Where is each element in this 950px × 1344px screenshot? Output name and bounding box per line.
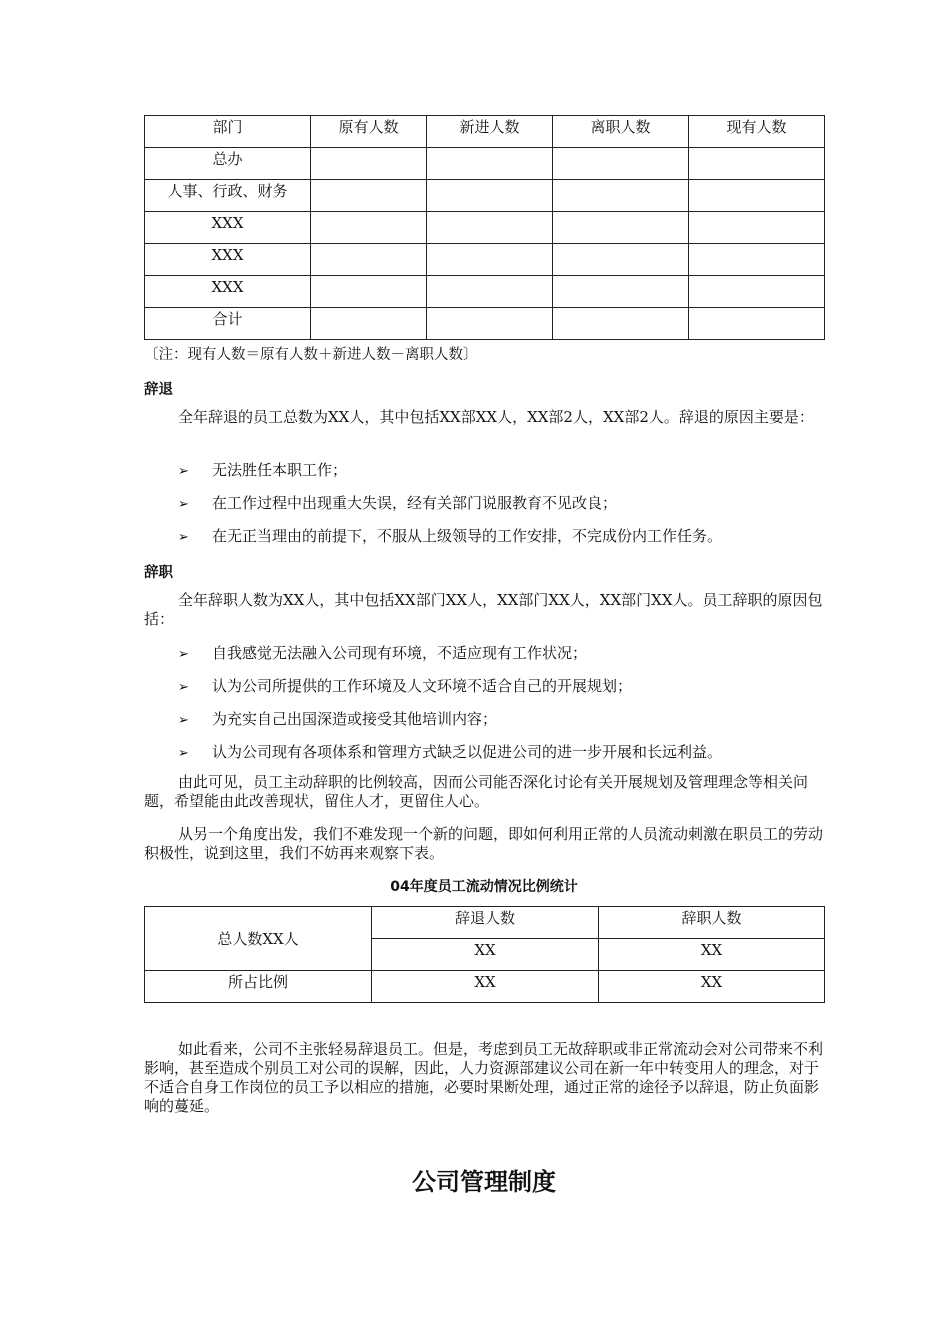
resignation-paragraph: 全年辞职人数为XX人，其中包括XX部门XX人，XX部门XX人，XX部门XX人。员工辞职的原因包括：: [144, 591, 823, 628]
empty-cell: [689, 308, 825, 340]
table-header-row: [145, 116, 825, 148]
list-item-text: 为充实自己出国深造或接受其他培训内容；: [212, 710, 498, 728]
empty-cell: [427, 308, 553, 340]
dept-cell: 合计: [145, 308, 311, 340]
list-item-text: 自我感觉无法融入公司现有环境，不适应现有工作状况；: [212, 644, 588, 662]
empty-cell: [553, 308, 689, 340]
dept-cell: XXX: [145, 212, 311, 244]
list-item-text: 在工作过程中出现重大失误，经有关部门说服教育不见改良；: [212, 494, 618, 512]
table-note: 〔注：现有人数＝原有人数＋新进人数－离职人数〕: [144, 347, 478, 363]
list-item: [178, 460, 347, 482]
table-row: [145, 148, 825, 180]
empty-cell: [311, 148, 427, 180]
empty-cell: [689, 212, 825, 244]
list-item-text: 在无正当理由的前提下，不服从上级领导的工作安排，不完成份内工作任务。: [212, 527, 723, 545]
header-cell: 新进人数: [427, 116, 553, 148]
arrowhead-bullet-icon: ➢: [178, 680, 189, 695]
empty-cell: [553, 276, 689, 308]
table-row: [145, 180, 825, 212]
list-item: [178, 742, 722, 764]
total-cell: 总人数XX人: [145, 907, 372, 971]
list-item: [178, 709, 497, 731]
dept-cell: XXX: [145, 244, 311, 276]
arrowhead-bullet-icon: ➢: [178, 497, 189, 512]
header-cell: 现有人数: [689, 116, 825, 148]
table-row: [145, 308, 825, 340]
empty-cell: [311, 180, 427, 212]
list-item-text: 认为公司所提供的工作环境及人文环境不适合自己的开展规划；: [212, 677, 633, 695]
arrowhead-bullet-icon: ➢: [178, 464, 189, 479]
empty-cell: [427, 212, 553, 244]
empty-cell: [689, 180, 825, 212]
dept-cell: 人事、行政、财务: [145, 180, 311, 212]
table-caption: 04年度员工流动情况比例统计: [390, 879, 578, 895]
list-item: [178, 493, 617, 515]
turnover-ratio-table: [144, 906, 825, 1003]
recommendation-paragraph: 如此看来，公司不主张轻易辞退员工。但是，考虑到员工无故辞职或非正常流动会对公司带来不利影响，甚至造成个别员工对公司的误解，因此，人力资源部建议公司在新一年中转变用人的理念，对于不适合自身工作岗位的员工予以相应的措施，必要时果断处理，通过正常的途径予以辞退，防止负面影响的蔓延。: [144, 1040, 824, 1115]
value-cell: XX: [372, 971, 599, 1003]
dept-cell: 总办: [145, 148, 311, 180]
resignation-heading: 辞职: [144, 565, 173, 581]
arrowhead-bullet-icon: ➢: [178, 713, 189, 728]
list-item: [178, 643, 587, 665]
empty-cell: [689, 244, 825, 276]
header-cell: 离职人数: [553, 116, 689, 148]
table-row: [145, 244, 825, 276]
ratio-label-cell: 所占比例: [145, 971, 372, 1003]
empty-cell: [311, 308, 427, 340]
empty-cell: [427, 148, 553, 180]
header-cell: 部门: [145, 116, 311, 148]
table-row: [145, 212, 825, 244]
table-row: [145, 971, 825, 1003]
table-row: [145, 907, 825, 939]
list-item: [178, 676, 632, 698]
arrowhead-bullet-icon: ➢: [178, 647, 189, 662]
header-cell: 辞职人数: [599, 907, 825, 939]
section-title: 公司管理制度: [412, 1168, 556, 1196]
list-item-text: 认为公司现有各项体系和管理方式缺乏以促进公司的进一步开展和长远利益。: [212, 743, 723, 761]
dept-cell: XXX: [145, 276, 311, 308]
empty-cell: [553, 180, 689, 212]
value-cell: XX: [599, 939, 825, 971]
dismissal-heading: 辞退: [144, 382, 173, 398]
empty-cell: [689, 148, 825, 180]
perspective-paragraph: 从另一个角度出发，我们不难发现一个新的问题，即如何利用正常的人员流动刺激在职员工的劳动积极性，说到这里，我们不妨再来观察下表。: [144, 825, 824, 862]
headcount-table: [144, 115, 825, 340]
empty-cell: [427, 244, 553, 276]
empty-cell: [553, 212, 689, 244]
arrowhead-bullet-icon: ➢: [178, 530, 189, 545]
empty-cell: [311, 212, 427, 244]
list-item: [178, 526, 722, 548]
header-cell: 辞退人数: [372, 907, 599, 939]
empty-cell: [427, 180, 553, 212]
list-item-text: 无法胜任本职工作；: [212, 461, 348, 479]
arrowhead-bullet-icon: ➢: [178, 746, 189, 761]
empty-cell: [553, 148, 689, 180]
empty-cell: [427, 276, 553, 308]
empty-cell: [311, 244, 427, 276]
value-cell: XX: [372, 939, 599, 971]
dismissal-paragraph: 全年辞退的员工总数为XX人，其中包括XX部XX人，XX部2人，XX部2人。辞退的原因主要是：: [178, 408, 814, 426]
conclusion-paragraph: 由此可见，员工主动辞职的比例较高，因而公司能否深化讨论有关开展规划及管理理念等相关问题，希望能由此改善现状，留住人才，更留住人心。: [144, 773, 809, 810]
table-row: [145, 276, 825, 308]
value-cell: XX: [599, 971, 825, 1003]
empty-cell: [311, 276, 427, 308]
empty-cell: [553, 244, 689, 276]
header-cell: 原有人数: [311, 116, 427, 148]
empty-cell: [689, 276, 825, 308]
